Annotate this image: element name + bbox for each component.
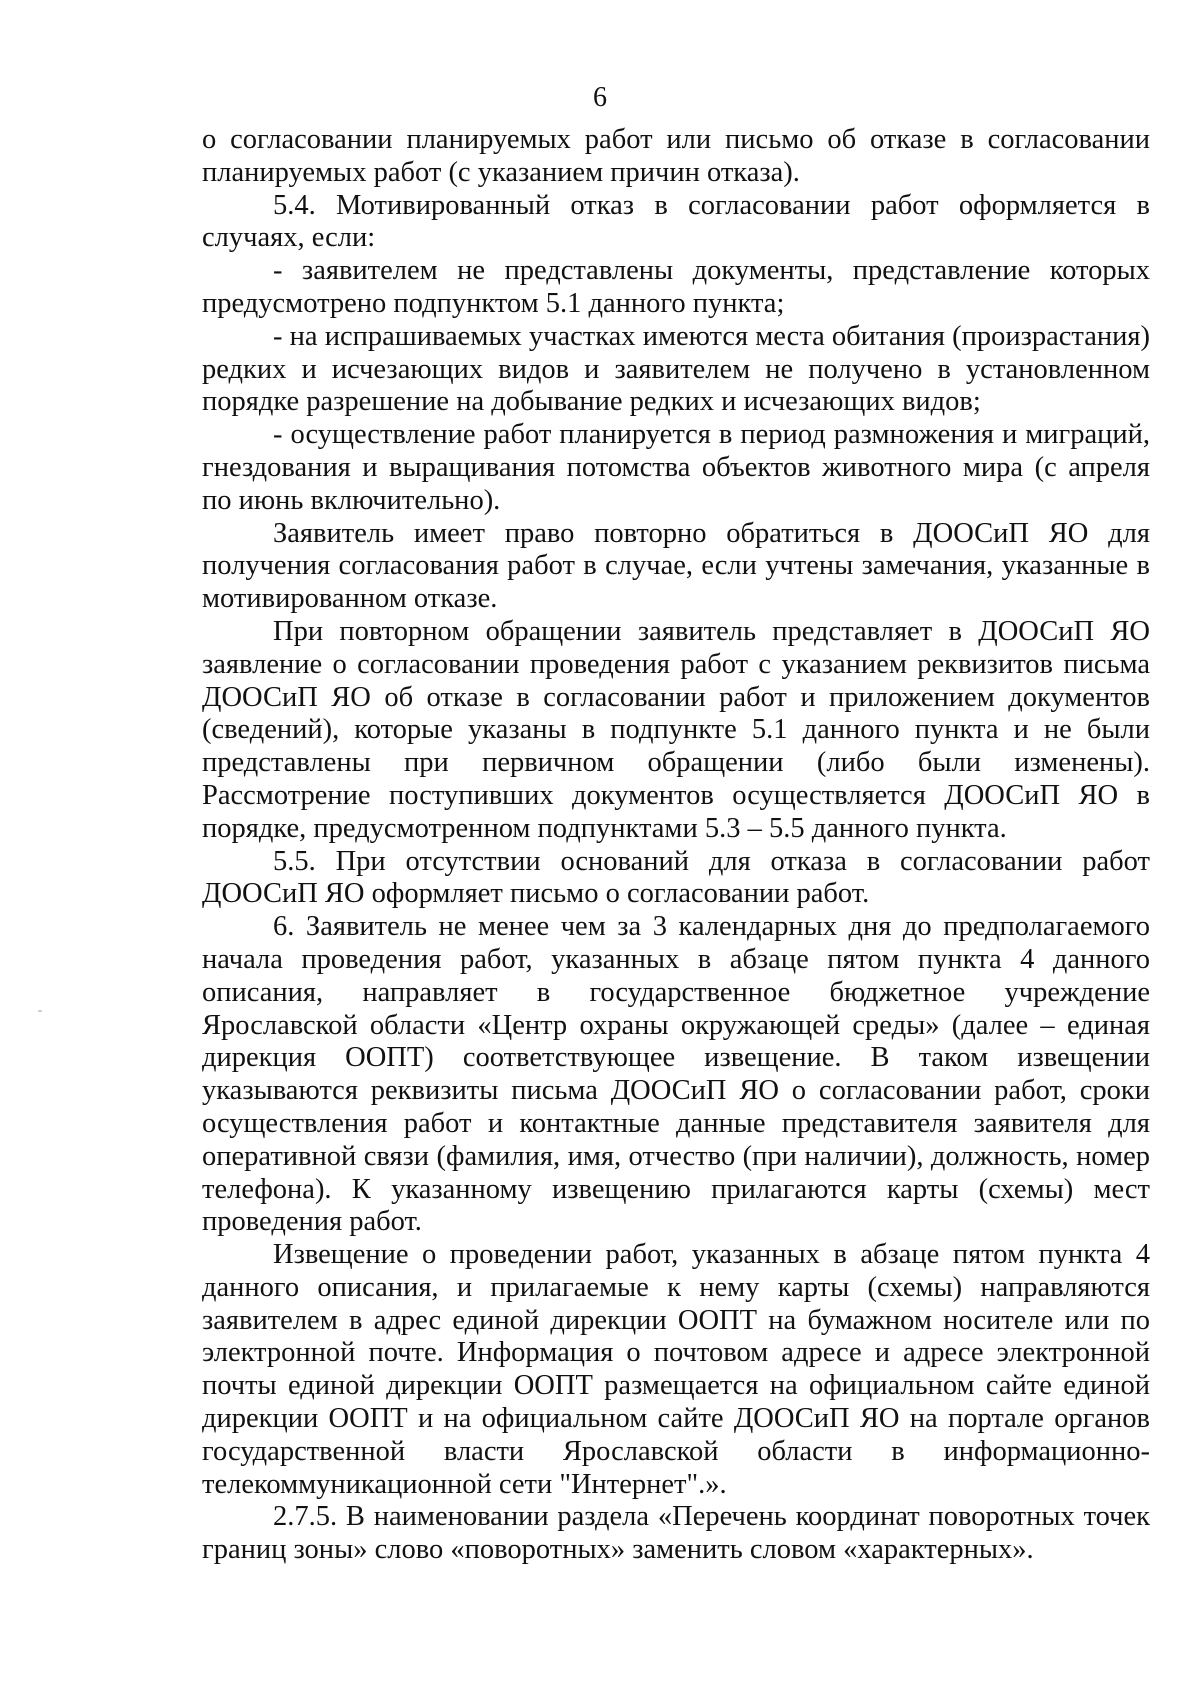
paragraph-notice-delivery: Извещение о проведении работ, указанных в абзаце пятом пункта 4 данного описания, и прилагаемые к нему карты (схемы) направляются заявителем в адрес единой дирекции ООПТ на бумажном носителе или по электронной почте. Информация о почтовом адресе и адресе электронной почты единой дирекции ООПТ размещается на официальном сайте единой дирекции ООПТ и на официальном сайте ДООСиП ЯО на портале органов государственной власти Ярославской области в информационно-телекоммуникационной сети "Интернет".». <box>202 1239 1150 1500</box>
paragraph-5-4: 5.4. Мотивированный отказ в согласовании работ оформляется в случаях, если: <box>202 189 1150 254</box>
scan-edge-mark <box>38 1010 42 1012</box>
page-number: 6 <box>593 82 607 113</box>
list-item-habitats: - на испрашиваемых участках имеются места обитания (произрастания) редких и исчезающих видов и заявителем не получено в установленном порядке разрешение на добывание редких и исчезающих видов; <box>202 320 1150 418</box>
paragraph-reapply-procedure: При повторном обращении заявитель представляет в ДООСиП ЯО заявление о согласовании проведения работ с указанием реквизитов письма ДООСиП ЯО об отказе в согласовании работ и приложением документов (сведений), которые указаны в подпункте 5.1 данного пункта и не были представлены при первичном обращении (либо были изменены). Рассмотрение поступивших документов осуществляется ДООСиП ЯО в порядке, предусмотренном подпунктами 5.3 – 5.5 данного пункта. <box>202 615 1150 844</box>
paragraph-continuation: о согласовании планируемых работ или письмо об отказе в согласовании планируемых работ (с указанием причин отказа). <box>202 124 1150 188</box>
document-body <box>202 124 1150 1567</box>
list-item-breeding-period: - осуществление работ планируется в период размножения и миграций, гнездования и выращивания потомства объектов животного мира (с апреля по июнь включительно). <box>202 419 1150 516</box>
paragraph-5-5: 5.5. При отсутствии оснований для отказа в согласовании работ ДООСиП ЯО оформляет письмо о согласовании работ. <box>202 845 1150 910</box>
list-item-documents: - заявителем не представлены документы, представление которых предусмотрено подпунктом 5.1 данного пункта; <box>202 255 1150 319</box>
paragraph-reapply-right: Заявитель имеет право повторно обратиться в ДООСиП ЯО для получения согласования работ в случае, если учтены замечания, указанные в мотивированном отказе. <box>202 517 1150 615</box>
paragraph-6: 6. Заявитель не менее чем за 3 календарных дня до предполагаемого начала проведения работ, указанных в абзаце пятом пункта 4 данного описания, направляет в государственное бюджетное учреждение Ярославской области «Центр охраны окружающей среды» (далее – единая дирекция ООПТ) соответствующее извещение. В таком извещении указываются реквизиты письма ДООСиП ЯО о согласовании работ, сроки осуществления работ и контактные данные представителя заявителя для оперативной связи (фамилия, имя, отчество (при наличии), должность, номер телефона). К указанному извещению прилагаются карты (схемы) мест проведения работ. <box>202 911 1150 1238</box>
paragraph-2-7-5: 2.7.5. В наименовании раздела «Перечень координат поворотных точек границ зоны» слово «поворотных» заменить словом «характерных». <box>202 1501 1150 1566</box>
